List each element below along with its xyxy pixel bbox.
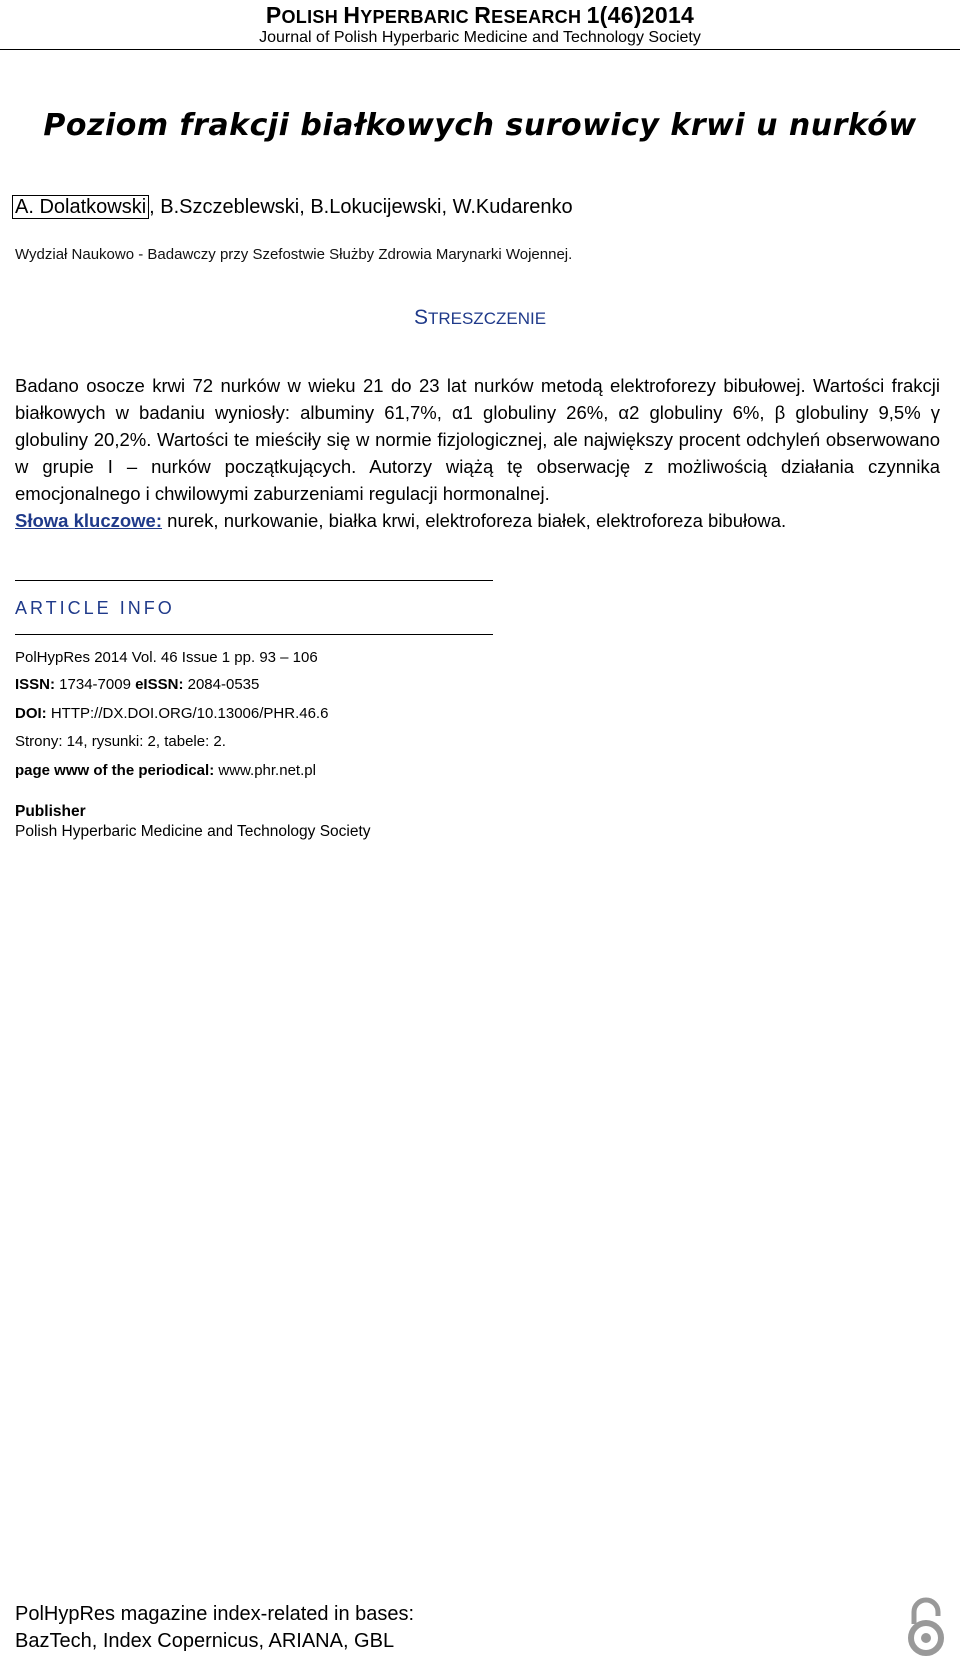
other-authors: , B.Szczeblewski, B.Lokucijewski, W.Kudarenko <box>149 196 573 218</box>
counts-line: Strony: 14, rysunki: 2, tabele: 2. <box>15 733 226 750</box>
journal-title-part: H <box>343 2 361 28</box>
journal-title-part: ESEARCH <box>491 7 587 27</box>
keywords-line <box>15 507 940 534</box>
journal-title-part: 1(46)2014 <box>586 2 695 28</box>
affiliation: Wydział Naukowo - Badawczy przy Szefostwie Służby Zdrowia Marynarki Wojennej. <box>15 246 573 263</box>
abstract-body: Badano osocze krwi 72 nurków w wieku 21 do 23 lat nurków metodą elektroforezy bibułowej. Wartości frakcji białkowych w badaniu wyniosły: albuminy 61,7%, α1 globuliny 26%, α2 globuliny 6%, β globuliny 9,5% γ globuliny 20,2%. Wartości te mieściły się w normie fizjologicznej, ale największy procent odchyleń obserwowano w grupie I – nurków początkujących. Autorzy wiążą tę obserwację z możliwością działania czynnika emocjonalnego i chwilowymi zaburzeniami regulacji hormonalnej. <box>15 375 940 504</box>
open-access-icon <box>904 1596 948 1656</box>
publisher-name: Polish Hyperbaric Medicine and Technology Society <box>15 823 371 840</box>
article-info-top-rule <box>15 580 493 581</box>
abstract-heading-initial: S <box>413 306 428 329</box>
www-link[interactable]: www.phr.net.pl <box>214 762 316 779</box>
keywords-label: Słowa kluczowe: <box>15 510 163 531</box>
journal-title-part: R <box>474 2 492 28</box>
eissn-label: eISSN: <box>135 676 184 693</box>
doi-line <box>15 705 328 722</box>
article-info-bottom-rule <box>15 634 493 635</box>
eissn-value: 2084-0535 <box>183 676 260 693</box>
citation-line: PolHypRes 2014 Vol. 46 Issue 1 pp. 93 – 106 <box>15 649 318 666</box>
authors-line <box>15 196 573 219</box>
index-bases-line-2: BazTech, Index Copernicus, ARIANA, GBL <box>15 1630 395 1652</box>
journal-title-part: P <box>265 2 282 28</box>
publisher-label: Publisher <box>15 803 86 820</box>
first-author[interactable]: A. Dolatkowski <box>12 195 149 219</box>
issn-line <box>15 676 259 693</box>
article-info-label: ARTICLE INFO <box>15 598 175 618</box>
journal-title-part: OLISH <box>281 7 344 27</box>
issn-label: ISSN: <box>15 676 56 693</box>
www-line <box>15 762 316 779</box>
abstract-heading-rest: TRESZCZENIE <box>427 309 547 328</box>
abstract-block <box>15 372 940 534</box>
abstract-heading <box>0 306 960 330</box>
journal-header-subtitle: Journal of Polish Hyperbaric Medicine and Technology Society <box>259 29 701 46</box>
doi-value[interactable]: HTTP://DX.DOI.ORG/10.13006/PHR.46.6 <box>46 705 329 722</box>
article-title: Poziom frakcji białkowych surowicy krwi u nurków <box>43 108 917 143</box>
header-divider <box>0 49 960 50</box>
journal-header-title <box>0 2 960 29</box>
index-bases-line-1: PolHypRes magazine index-related in bases: <box>15 1603 415 1625</box>
issn-value: 1734-7009 <box>55 676 136 693</box>
keywords-list: nurek, nurkowanie, białka krwi, elektroforeza białek, elektroforeza bibułowa. <box>162 510 787 531</box>
doi-label: DOI: <box>15 705 47 722</box>
www-label: page www of the periodical: <box>15 762 215 779</box>
journal-title-part: YPERBARIC <box>360 7 475 27</box>
